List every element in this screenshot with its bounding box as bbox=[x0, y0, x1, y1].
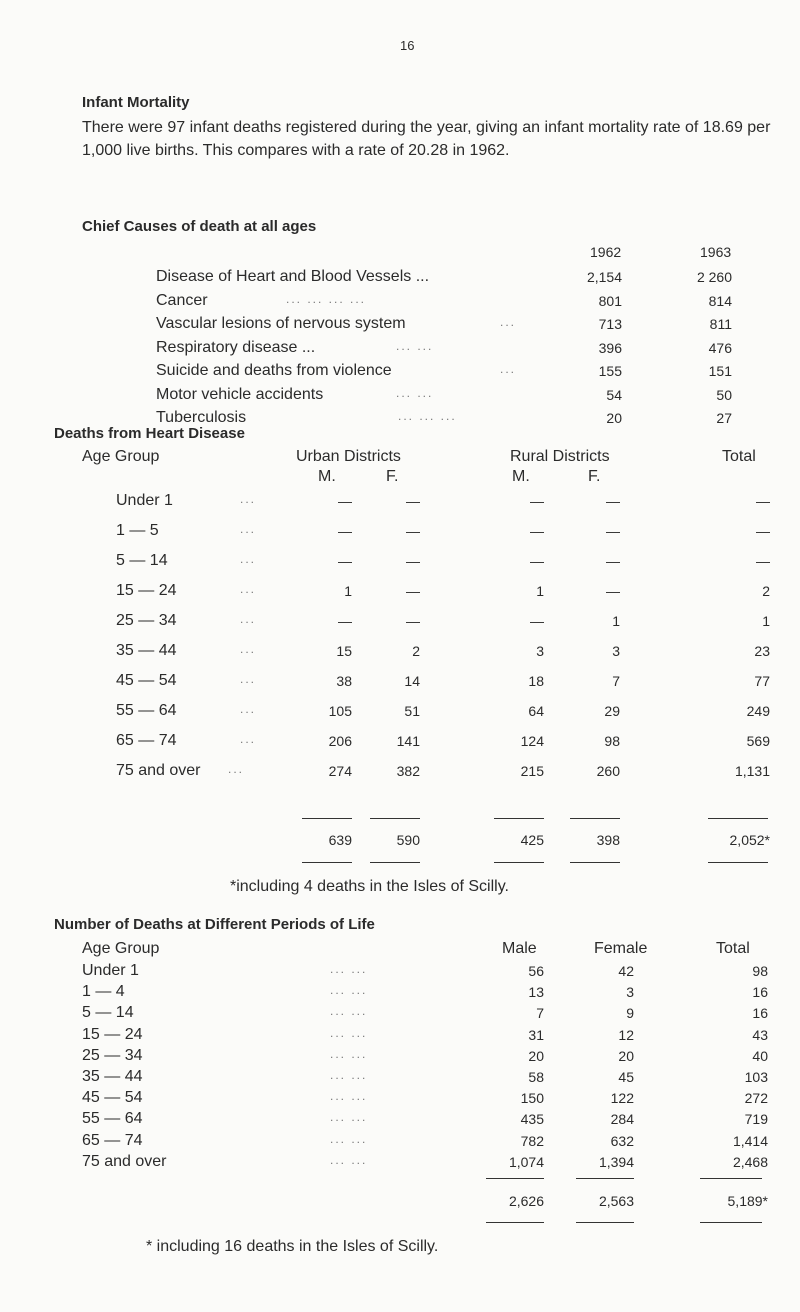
periods-col-male: Male bbox=[502, 940, 537, 957]
heart-rule2-rf bbox=[570, 862, 620, 863]
periods-female: 1,394 bbox=[598, 1153, 634, 1170]
heart-leader-dots: ... bbox=[240, 672, 257, 686]
heart-col-rural-f: F. bbox=[588, 468, 601, 485]
heart-total: 569 bbox=[746, 733, 770, 749]
heart-total: 2 bbox=[762, 583, 770, 599]
heart-leader-dots: ... bbox=[228, 762, 245, 776]
heart-urban-m: — bbox=[338, 523, 352, 539]
periods-male: 58 bbox=[528, 1069, 544, 1085]
heart-rural-m: 64 bbox=[528, 703, 544, 719]
heart-total: — bbox=[756, 553, 770, 569]
periods-female: 284 bbox=[610, 1111, 634, 1128]
periods-total: 40 bbox=[752, 1047, 768, 1064]
heart-total: 249 bbox=[746, 703, 770, 719]
periods-leader-dots: ... ... bbox=[330, 1089, 368, 1104]
periods-male: 31 bbox=[528, 1026, 544, 1043]
heart-leader-dots: ... bbox=[240, 582, 257, 596]
heart-leader-dots: ... bbox=[240, 492, 257, 506]
causes-heading: Chief Causes of death at all ages bbox=[82, 218, 317, 235]
heart-age: 25 — 34 bbox=[116, 612, 177, 629]
heart-rule-rf bbox=[570, 818, 620, 819]
causes-col-1963: 1963 bbox=[700, 244, 732, 260]
heart-urban-f: 51 bbox=[404, 703, 420, 719]
heart-rural-f: 98 bbox=[604, 733, 620, 749]
periods-total: 16 bbox=[752, 984, 768, 1001]
heart-rural-f: — bbox=[606, 583, 620, 599]
heart-rule2-uf bbox=[370, 862, 420, 863]
heart-total: 1,131 bbox=[734, 763, 770, 779]
periods-rule2-t bbox=[700, 1222, 762, 1223]
periods-male: 1,074 bbox=[508, 1153, 544, 1170]
periods-age: 55 — 64 bbox=[82, 1110, 143, 1128]
heart-rural-f: 7 bbox=[612, 673, 620, 689]
heart-urban-m: 105 bbox=[328, 703, 352, 719]
heart-total: — bbox=[756, 523, 770, 539]
heart-rule-t bbox=[708, 818, 768, 819]
periods-total: 98 bbox=[752, 963, 768, 979]
periods-rule-f bbox=[576, 1178, 634, 1179]
heart-urban-f: 141 bbox=[396, 733, 420, 749]
heart-urban-f: 382 bbox=[396, 763, 420, 779]
cause-1963: 476 bbox=[708, 339, 732, 356]
periods-footnote: * including 16 deaths in the Isles of Scilly. bbox=[146, 1238, 439, 1255]
heart-urban-m: — bbox=[338, 493, 352, 509]
heart-urban-f: — bbox=[406, 583, 420, 599]
periods-rule2-m bbox=[486, 1222, 544, 1223]
periods-total: 103 bbox=[744, 1069, 768, 1085]
heart-urban-f: — bbox=[406, 493, 420, 509]
heart-rule-um bbox=[302, 818, 352, 819]
heart-leader-dots: ... bbox=[240, 552, 257, 566]
heart-rural-f: 29 bbox=[604, 703, 620, 719]
periods-leader-dots: ... ... bbox=[330, 962, 368, 976]
cause-label: Disease of Heart and Blood Vessels ... bbox=[156, 268, 430, 285]
heart-rural-m: 18 bbox=[528, 673, 544, 689]
heart-rural-f: 3 bbox=[612, 643, 620, 659]
heart-rural-m: 3 bbox=[536, 643, 544, 659]
periods-total-f: 2,563 bbox=[598, 1193, 634, 1209]
heart-urban-f: — bbox=[406, 523, 420, 539]
periods-age: 1 — 4 bbox=[82, 983, 125, 1001]
heart-total: 23 bbox=[754, 643, 770, 659]
heart-rural-m: — bbox=[530, 553, 544, 569]
cause-1962: 155 bbox=[598, 363, 622, 379]
cause-1963: 27 bbox=[716, 410, 732, 426]
heart-col-rural: Rural Districts bbox=[510, 448, 610, 465]
cause-leader-dots: ... ... bbox=[396, 385, 434, 400]
cause-label: Motor vehicle accidents bbox=[156, 385, 324, 403]
periods-age: Under 1 bbox=[82, 962, 139, 979]
heart-rural-m: — bbox=[530, 493, 544, 509]
heart-total-t: 2,052* bbox=[729, 832, 770, 848]
heart-rural-m: — bbox=[530, 613, 544, 629]
heart-age: 45 — 54 bbox=[116, 672, 177, 689]
cause-1962: 2,154 bbox=[586, 269, 622, 285]
periods-female: 20 bbox=[618, 1047, 634, 1064]
periods-female: 3 bbox=[626, 984, 634, 1001]
heart-rule2-um bbox=[302, 862, 352, 863]
periods-age: 15 — 24 bbox=[82, 1025, 143, 1043]
heart-age: 1 — 5 bbox=[116, 522, 159, 539]
heart-total: — bbox=[756, 493, 770, 509]
cause-label: Vascular lesions of nervous system bbox=[156, 315, 406, 332]
heart-age: 35 — 44 bbox=[116, 642, 177, 659]
cause-leader-dots: ... ... bbox=[396, 338, 434, 353]
heart-urban-m: 206 bbox=[328, 733, 352, 749]
heart-rural-m: — bbox=[530, 523, 544, 539]
periods-total: 2,468 bbox=[732, 1153, 768, 1170]
periods-total: 43 bbox=[752, 1026, 768, 1043]
periods-leader-dots: ... ... bbox=[330, 1110, 368, 1125]
cause-1962: 54 bbox=[606, 386, 622, 403]
cause-1963: 50 bbox=[716, 386, 732, 403]
periods-total: 16 bbox=[752, 1005, 768, 1022]
heart-rule2-t bbox=[708, 862, 768, 863]
periods-col-age: Age Group bbox=[82, 940, 160, 957]
periods-leader-dots: ... ... bbox=[330, 1025, 368, 1040]
heart-col-age: Age Group bbox=[82, 448, 160, 465]
heart-age: 65 — 74 bbox=[116, 732, 177, 749]
cause-leader-dots: ... bbox=[500, 315, 517, 329]
heart-rural-f: — bbox=[606, 493, 620, 509]
heart-rural-f: 1 bbox=[612, 613, 620, 629]
heart-age: 5 — 14 bbox=[116, 552, 168, 569]
heart-age: 15 — 24 bbox=[116, 582, 177, 599]
periods-age: 65 — 74 bbox=[82, 1131, 143, 1149]
periods-female: 9 bbox=[626, 1005, 634, 1022]
periods-total-m: 2,626 bbox=[508, 1193, 544, 1209]
heart-footnote: *including 4 deaths in the Isles of Scilly. bbox=[230, 878, 509, 895]
periods-female: 45 bbox=[618, 1069, 634, 1085]
cause-leader-dots: ... ... ... ... bbox=[286, 291, 367, 306]
periods-leader-dots: ... ... bbox=[330, 983, 368, 998]
heart-urban-m: — bbox=[338, 613, 352, 629]
heart-rural-f: 260 bbox=[596, 763, 620, 779]
causes-col-1962: 1962 bbox=[590, 244, 622, 260]
heart-urban-m: 1 bbox=[344, 583, 352, 599]
periods-male: 150 bbox=[520, 1090, 544, 1107]
heart-rule2-rm bbox=[494, 862, 544, 863]
periods-total: 272 bbox=[744, 1090, 768, 1107]
infant-mortality-heading: Infant Mortality bbox=[82, 94, 190, 111]
heart-leader-dots: ... bbox=[240, 702, 257, 716]
cause-label: Cancer bbox=[156, 291, 208, 309]
periods-age: 35 — 44 bbox=[82, 1068, 143, 1085]
periods-male: 7 bbox=[536, 1005, 544, 1022]
cause-1962: 20 bbox=[606, 410, 622, 426]
periods-female: 12 bbox=[618, 1026, 634, 1043]
cause-1962: 396 bbox=[598, 339, 622, 356]
periods-col-female: Female bbox=[594, 940, 648, 957]
heart-total: 1 bbox=[762, 613, 770, 629]
periods-male: 20 bbox=[528, 1047, 544, 1064]
periods-male: 435 bbox=[520, 1111, 544, 1128]
heart-col-urban-f: F. bbox=[386, 468, 399, 485]
heart-rule-uf bbox=[370, 818, 420, 819]
cause-1963: 151 bbox=[708, 363, 732, 379]
cause-1962: 801 bbox=[598, 292, 622, 309]
periods-leader-dots: ... ... bbox=[330, 1046, 368, 1061]
heart-total: 77 bbox=[754, 673, 770, 689]
page-number: 16 bbox=[400, 38, 415, 53]
periods-rule-m bbox=[486, 1178, 544, 1179]
heart-leader-dots: ... bbox=[240, 642, 257, 656]
heart-age: 55 — 64 bbox=[116, 702, 177, 719]
heart-col-rural-m: M. bbox=[512, 468, 530, 485]
periods-rule2-f bbox=[576, 1222, 634, 1223]
heart-urban-f: — bbox=[406, 613, 420, 629]
periods-total-t: 5,189* bbox=[727, 1193, 768, 1209]
infant-mortality-paragraph: There were 97 infant deaths registered during the year, giving an infant mortality rate of 18.69 per 1,000 live births. This compares with a rate of 20.28 in 1962. bbox=[82, 119, 771, 159]
heart-rural-m: 215 bbox=[520, 763, 544, 779]
cause-label: Suicide and deaths from violence bbox=[156, 362, 392, 379]
cause-label: Respiratory disease ... bbox=[156, 338, 316, 356]
heart-rural-f: — bbox=[606, 523, 620, 539]
heart-heading: Deaths from Heart Disease bbox=[54, 425, 245, 442]
cause-1963: 811 bbox=[709, 316, 732, 332]
periods-rule-t bbox=[700, 1178, 762, 1179]
heart-leader-dots: ... bbox=[240, 522, 257, 536]
heart-urban-m: 38 bbox=[336, 673, 352, 689]
cause-1963: 814 bbox=[708, 292, 732, 309]
periods-leader-dots: ... ... bbox=[330, 1131, 368, 1146]
periods-age: 5 — 14 bbox=[82, 1004, 134, 1022]
periods-col-total: Total bbox=[716, 940, 750, 957]
heart-total-um: 639 bbox=[328, 832, 352, 848]
heart-col-urban: Urban Districts bbox=[296, 448, 401, 465]
periods-age: 25 — 34 bbox=[82, 1046, 143, 1064]
cause-1962: 713 bbox=[598, 316, 622, 332]
periods-age: 75 and over bbox=[82, 1152, 167, 1170]
heart-leader-dots: ... bbox=[240, 732, 257, 746]
heart-rural-f: — bbox=[606, 553, 620, 569]
periods-leader-dots: ... ... bbox=[330, 1068, 368, 1082]
heart-rural-m: 124 bbox=[520, 733, 544, 749]
cause-leader-dots: ... ... ... bbox=[398, 409, 457, 423]
cause-leader-dots: ... bbox=[500, 362, 517, 376]
cause-label: Tuberculosis bbox=[156, 409, 247, 426]
heart-urban-f: — bbox=[406, 553, 420, 569]
heart-rule-rm bbox=[494, 818, 544, 819]
periods-male: 13 bbox=[528, 984, 544, 1001]
periods-age: 45 — 54 bbox=[82, 1089, 143, 1107]
periods-leader-dots: ... ... bbox=[330, 1004, 368, 1019]
heart-urban-m: — bbox=[338, 553, 352, 569]
heart-leader-dots: ... bbox=[240, 612, 257, 626]
periods-female: 122 bbox=[610, 1090, 634, 1107]
periods-heading: Number of Deaths at Different Periods of Life bbox=[54, 916, 375, 933]
heart-rural-m: 1 bbox=[536, 583, 544, 599]
heart-total-uf: 590 bbox=[396, 832, 420, 848]
heart-col-total: Total bbox=[722, 448, 756, 465]
heart-urban-m: 15 bbox=[336, 643, 352, 659]
heart-age: Under 1 bbox=[116, 492, 173, 509]
periods-male: 56 bbox=[528, 963, 544, 979]
periods-male: 782 bbox=[520, 1132, 544, 1149]
heart-total-rf: 398 bbox=[596, 832, 620, 848]
heart-age: 75 and over bbox=[116, 762, 201, 779]
periods-leader-dots: ... ... bbox=[330, 1152, 368, 1167]
periods-total: 1,414 bbox=[732, 1132, 768, 1149]
periods-female: 42 bbox=[618, 963, 634, 979]
periods-total: 719 bbox=[744, 1111, 768, 1128]
heart-total-rm: 425 bbox=[520, 832, 544, 848]
heart-urban-f: 2 bbox=[412, 643, 420, 659]
cause-1963: 2 260 bbox=[696, 269, 732, 285]
periods-female: 632 bbox=[610, 1132, 634, 1149]
heart-urban-m: 274 bbox=[328, 763, 352, 779]
heart-col-urban-m: M. bbox=[318, 468, 336, 485]
heart-urban-f: 14 bbox=[404, 673, 420, 689]
